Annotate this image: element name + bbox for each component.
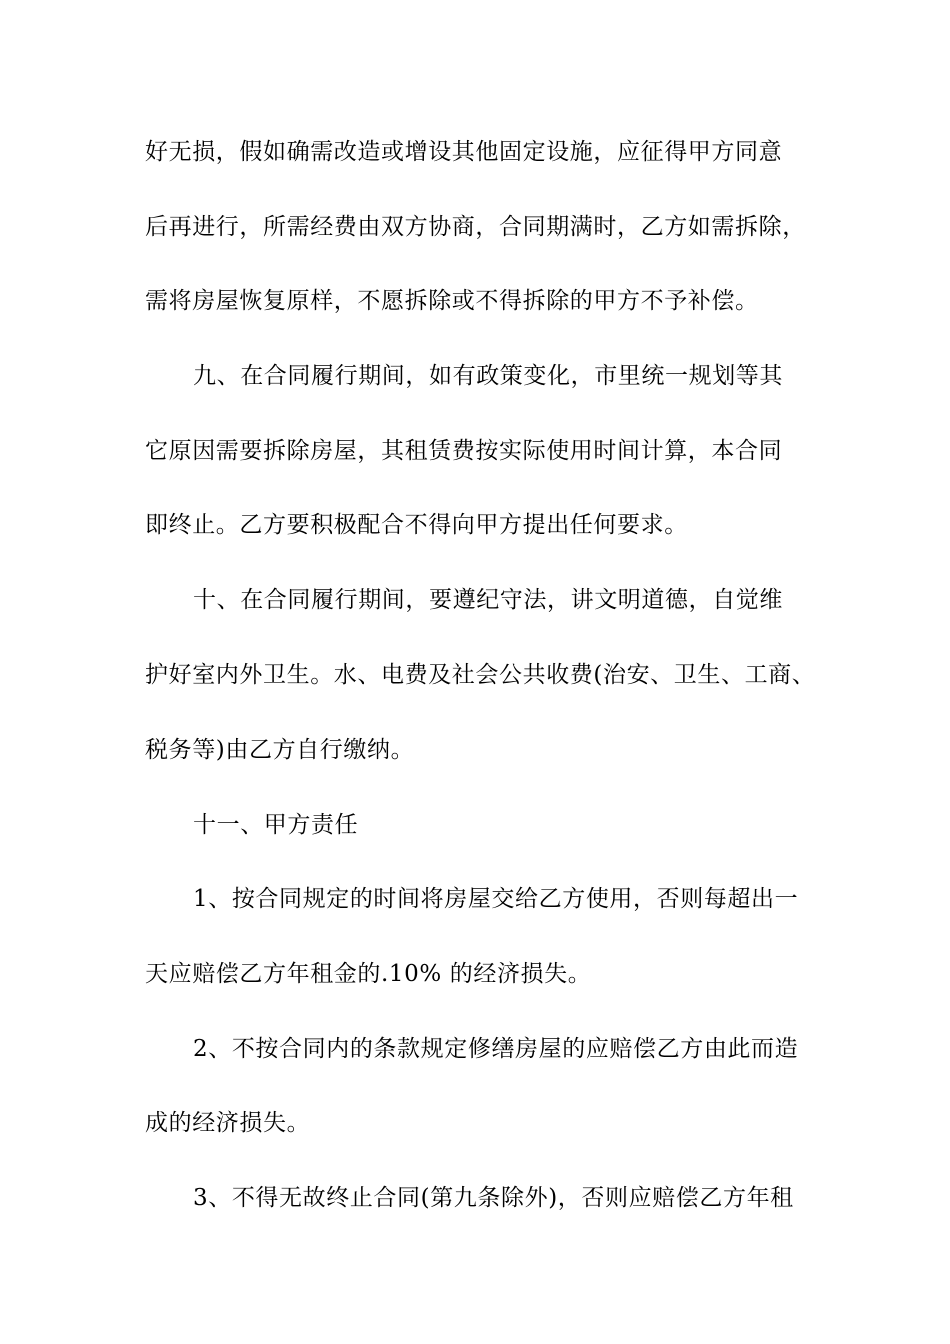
text-line-2: 后再进行，所需经费由双方协商，合同期满时，乙方如需拆除， [145, 214, 806, 240]
item-1-line: 1、按合同规定的时间将房屋交给乙方使用，否则每超出一 [193, 886, 799, 912]
text-line-6: 即终止。乙方要积极配合不得向甲方提出任何要求。 [145, 512, 688, 538]
text-line-14: 成的经济损失。 [145, 1110, 311, 1136]
clause-9-heading-line: 九、在合同履行期间，如有政策变化，市里统一规划等其 [193, 363, 783, 389]
clause-10-heading-line: 十、在合同履行期间，要遵纪守法，讲文明道德，自觉维 [193, 587, 783, 613]
item-2-line: 2、不按合同内的条款规定修缮房屋的应赔偿乙方由此而造 [193, 1036, 799, 1062]
item-3-line: 3、不得无故终止合同(第九条除外)，否则应赔偿乙方年租 [193, 1185, 794, 1211]
text-line-3: 需将房屋恢复原样，不愿拆除或不得拆除的甲方不予补偿。 [145, 288, 759, 314]
text-line-9: 税务等)由乙方自行缴纳。 [145, 737, 415, 763]
text-line-12: 天应赔偿乙方年租金的.10% 的经济损失。 [145, 961, 592, 987]
clause-11-heading: 十一、甲方责任 [193, 812, 359, 838]
text-line-1: 好无损，假如确需改造或增设其他固定设施，应征得甲方同意 [145, 139, 783, 165]
text-line-5: 它原因需要拆除房屋，其租赁费按实际使用时间计算，本合同 [145, 438, 783, 464]
text-line-8: 护好室内外卫生。水、电费及社会公共收费(治安、卫生、工商、 [145, 662, 816, 688]
